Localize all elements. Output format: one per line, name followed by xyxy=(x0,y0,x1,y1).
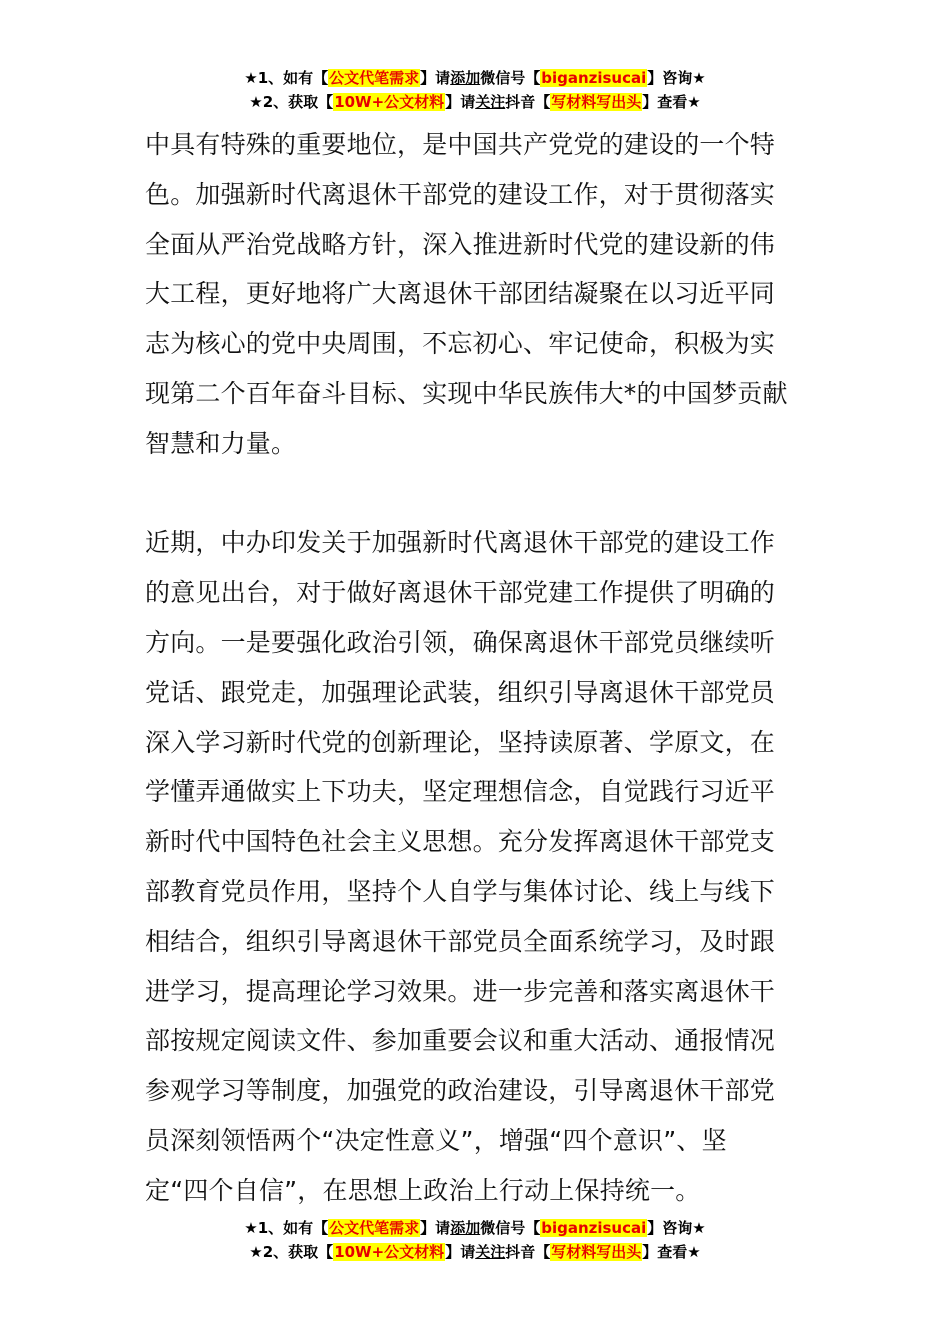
banner-text: 微信号【 xyxy=(480,1219,541,1237)
banner-text: 】查看★ xyxy=(642,1243,701,1261)
banner-text: 】咨询★ xyxy=(647,69,706,87)
banner-text: 】咨询★ xyxy=(647,1219,706,1237)
text-line: 员深刻领悟两个“决定性意义”，增强“四个意识”、坚 xyxy=(145,1125,727,1155)
paragraph-gap xyxy=(145,469,807,519)
banner-text: 】请 xyxy=(445,1243,476,1261)
banner-line-1 xyxy=(0,1216,950,1240)
banner-text: 】请 xyxy=(420,1219,451,1237)
banner-text: 】请 xyxy=(420,69,451,87)
banner-underlined-text: 关注 xyxy=(475,1243,506,1261)
text-line: 全面从严治党战略方针，深入推进新时代党的建设新的伟 xyxy=(145,229,776,259)
banner-text: 抖音【 xyxy=(505,93,551,111)
banner-highlight: biganzisucai xyxy=(541,1219,647,1237)
banner-text: ★2、获取【 xyxy=(249,93,334,111)
document-body xyxy=(145,120,807,1216)
text-line: 近期，中办印发关于加强新时代离退休干部党的建设工作 xyxy=(145,528,776,558)
text-line: 中具有特殊的重要地位，是中国共产党党的建设的一个特 xyxy=(145,130,776,159)
paragraph-2 xyxy=(145,518,807,1215)
text-line: 深入学习新时代党的创新理论，坚持读原著、学原文，在 xyxy=(145,727,776,757)
banner-highlight: biganzisucai xyxy=(541,69,647,87)
banner-text: ★2、获取【 xyxy=(249,1243,334,1261)
banner-highlight: 10W+公文材料 xyxy=(334,1243,445,1261)
text-line: 相结合，组织引导离退休干部党员全面系统学习，及时跟 xyxy=(145,926,776,956)
banner-highlight: 公文代笔需求 xyxy=(329,1219,420,1237)
text-line: 色。加强新时代离退休干部党的建设工作，对于贯彻落实 xyxy=(145,179,776,209)
text-line: 定“四个自信”，在思想上政治上行动上保持统一。 xyxy=(145,1175,701,1205)
text-line: 部按规定阅读文件、参加重要会议和重大活动、通报情况 xyxy=(145,1026,776,1056)
text-line: 学懂弄通做实上下功夫，坚定理想信念，自觉践行习近平 xyxy=(145,777,776,807)
text-line: 党话、跟党走，加强理论武装，组织引导离退休干部党员 xyxy=(145,677,776,707)
text-line: 的意见出台，对于做好离退休干部党建工作提供了明确的 xyxy=(145,578,776,608)
text-line: 部教育党员作用，坚持个人自学与集体讨论、线上与线下 xyxy=(145,876,776,906)
banner-line-1 xyxy=(0,66,950,90)
banner-highlight: 写材料写出头 xyxy=(551,1243,642,1261)
banner-line-2 xyxy=(0,90,950,114)
text-line: 方向。一是要强化政治引领，确保离退休干部党员继续听 xyxy=(145,627,776,657)
banner-text: ★1、如有【 xyxy=(244,69,329,87)
footer-banner xyxy=(0,1216,950,1264)
banner-text: 微信号【 xyxy=(480,69,541,87)
banner-line-2 xyxy=(0,1240,950,1264)
banner-underlined-text: 关注 xyxy=(475,93,506,111)
banner-highlight: 写材料写出头 xyxy=(551,93,642,111)
banner-text: ★1、如有【 xyxy=(244,1219,329,1237)
text-line: 现第二个百年奋斗目标、实现中华民族伟大*的中国梦贡献 xyxy=(145,378,788,408)
banner-text: 】请 xyxy=(445,93,476,111)
banner-underlined-text: 添加 xyxy=(450,69,481,87)
banner-underlined-text: 添加 xyxy=(450,1219,481,1237)
text-line: 新时代中国特色社会主义思想。充分发挥离退休干部党支 xyxy=(145,827,776,857)
banner-text: 抖音【 xyxy=(505,1243,551,1261)
text-line: 志为核心的党中央周围，不忘初心、牢记使命，积极为实 xyxy=(145,329,776,359)
text-line: 参观学习等制度，加强党的政治建设，引导离退休干部党 xyxy=(145,1076,776,1106)
banner-highlight: 10W+公文材料 xyxy=(334,93,445,111)
paragraph-1 xyxy=(145,120,807,469)
banner-highlight: 公文代笔需求 xyxy=(329,69,420,87)
text-line: 进学习，提高理论学习效果。进一步完善和落实离退休干 xyxy=(145,976,776,1006)
header-banner xyxy=(0,66,950,114)
text-line: 大工程，更好地将广大离退休干部团结凝聚在以习近平同 xyxy=(145,279,776,309)
text-line: 智慧和力量。 xyxy=(145,428,297,458)
banner-text: 】查看★ xyxy=(642,93,701,111)
